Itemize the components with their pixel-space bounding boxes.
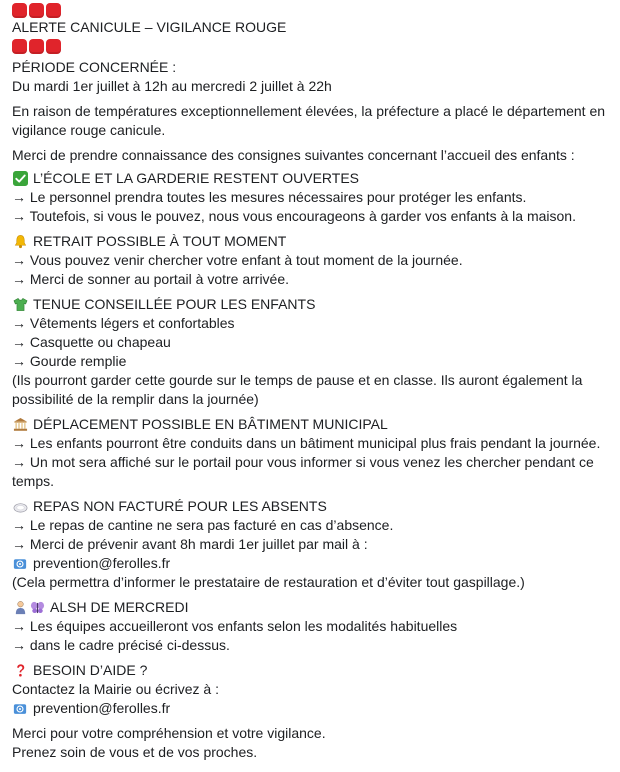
period-value: Du mardi 1er juillet à 12h au mercredi 2 juillet à 22h xyxy=(12,78,332,94)
red-square-emoji-row-bottom xyxy=(12,38,610,54)
section-title: REPAS NON FACTURÉ POUR LES ABSENTS xyxy=(33,498,327,514)
section-line: → dans le cadre précisé ci-dessus. xyxy=(12,637,230,653)
classical-building-icon xyxy=(12,417,28,433)
email-address[interactable]: prevention@ferolles.fr xyxy=(33,700,171,716)
red-square-icon xyxy=(29,3,44,18)
section-heading-retrait xyxy=(12,232,610,251)
plate-icon xyxy=(12,499,28,515)
bell-icon xyxy=(12,234,28,250)
red-square-icon xyxy=(46,3,61,18)
section-heading-deplacement xyxy=(12,415,610,434)
red-square-emoji-row-top xyxy=(12,2,610,18)
section-line: → Un mot sera affiché sur le portail pour vous informer si vous venez les chercher pendant ce xyxy=(12,454,594,470)
section-line: → Le repas de cantine ne sera pas facturé en cas d’absence. xyxy=(12,517,394,533)
red-square-icon xyxy=(29,39,44,54)
red-square-icon xyxy=(12,3,27,18)
section-note: (Cela permettra d’informer le prestataire de restauration et d’éviter tout gaspillage.) xyxy=(12,574,525,590)
section-heading-ecole xyxy=(12,169,610,188)
closing-line: Merci pour votre compréhension et votre vigilance. xyxy=(12,725,326,741)
email-icon xyxy=(12,556,28,572)
question-mark-icon xyxy=(12,663,28,679)
tshirt-icon xyxy=(12,297,28,313)
child-icon xyxy=(12,600,28,616)
instructions-intro: Merci de prendre connaissance des consignes suivantes concernant l’accueil des enfants : xyxy=(12,147,575,163)
section-line: → Le personnel prendra toutes les mesures nécessaires pour protéger les enfants. xyxy=(12,189,527,205)
section-line: possibilité de la remplir dans la journée) xyxy=(12,391,259,407)
section-line: → Vêtements légers et confortables xyxy=(12,315,235,331)
check-mark-icon xyxy=(12,171,28,187)
section-line: → Les équipes accueilleront vos enfants selon les modalités habituelles xyxy=(12,618,458,634)
section-title: DÉPLACEMENT POSSIBLE EN BÂTIMENT MUNICIPAL xyxy=(33,416,388,432)
intro-paragraph-line: En raison de températures exceptionnellement élevées, la préfecture a placé le département en xyxy=(12,103,606,119)
section-line: → Merci de prévenir avant 8h mardi 1er juillet par mail à : xyxy=(12,536,368,552)
section-title: L’ÉCOLE ET LA GARDERIE RESTENT OUVERTES xyxy=(33,170,359,186)
section-heading-repas xyxy=(12,497,610,516)
email-icon xyxy=(12,701,28,717)
section-title: BESOIN D’AIDE ? xyxy=(33,662,148,678)
section-line: (Ils pourront garder cette gourde sur le temps de pause et en classe. Ils auront également la xyxy=(12,372,583,388)
section-heading-tenue xyxy=(12,295,610,314)
section-title: TENUE CONSEILLÉE POUR LES ENFANTS xyxy=(33,296,316,312)
email-line xyxy=(12,554,610,573)
red-square-icon xyxy=(46,39,61,54)
email-line xyxy=(12,699,610,718)
section-heading-aide xyxy=(12,661,610,680)
section-line: → Merci de sonner au portail à votre arrivée. xyxy=(12,271,290,287)
section-line: → Toutefois, si vous le pouvez, nous vous encourageons à garder vos enfants à la maison. xyxy=(12,208,576,224)
period-label: PÉRIODE CONCERNÉE : xyxy=(12,59,177,75)
section-title: RETRAIT POSSIBLE À TOUT MOMENT xyxy=(33,233,287,249)
red-square-icon xyxy=(12,39,27,54)
section-line: temps. xyxy=(12,473,55,489)
email-address[interactable]: prevention@ferolles.fr xyxy=(33,555,171,571)
intro-paragraph-line: vigilance rouge canicule. xyxy=(12,122,166,138)
section-line: → Casquette ou chapeau xyxy=(12,334,171,350)
closing-line: Prenez soin de vous et de vos proches. xyxy=(12,744,258,760)
butterfly-icon xyxy=(29,600,45,616)
section-line: → Gourde remplie xyxy=(12,353,127,369)
section-heading-alsh xyxy=(12,598,610,617)
section-line: Contactez la Mairie ou écrivez à : xyxy=(12,681,219,697)
section-line: → Les enfants pourront être conduits dans un bâtiment municipal plus frais pendant la journée. xyxy=(12,435,601,451)
section-line: → Vous pouvez venir chercher votre enfant à tout moment de la journée. xyxy=(12,252,463,268)
alert-title: ALERTE CANICULE – VIGILANCE ROUGE xyxy=(12,19,287,35)
section-title: ALSH DE MERCREDI xyxy=(50,599,189,615)
